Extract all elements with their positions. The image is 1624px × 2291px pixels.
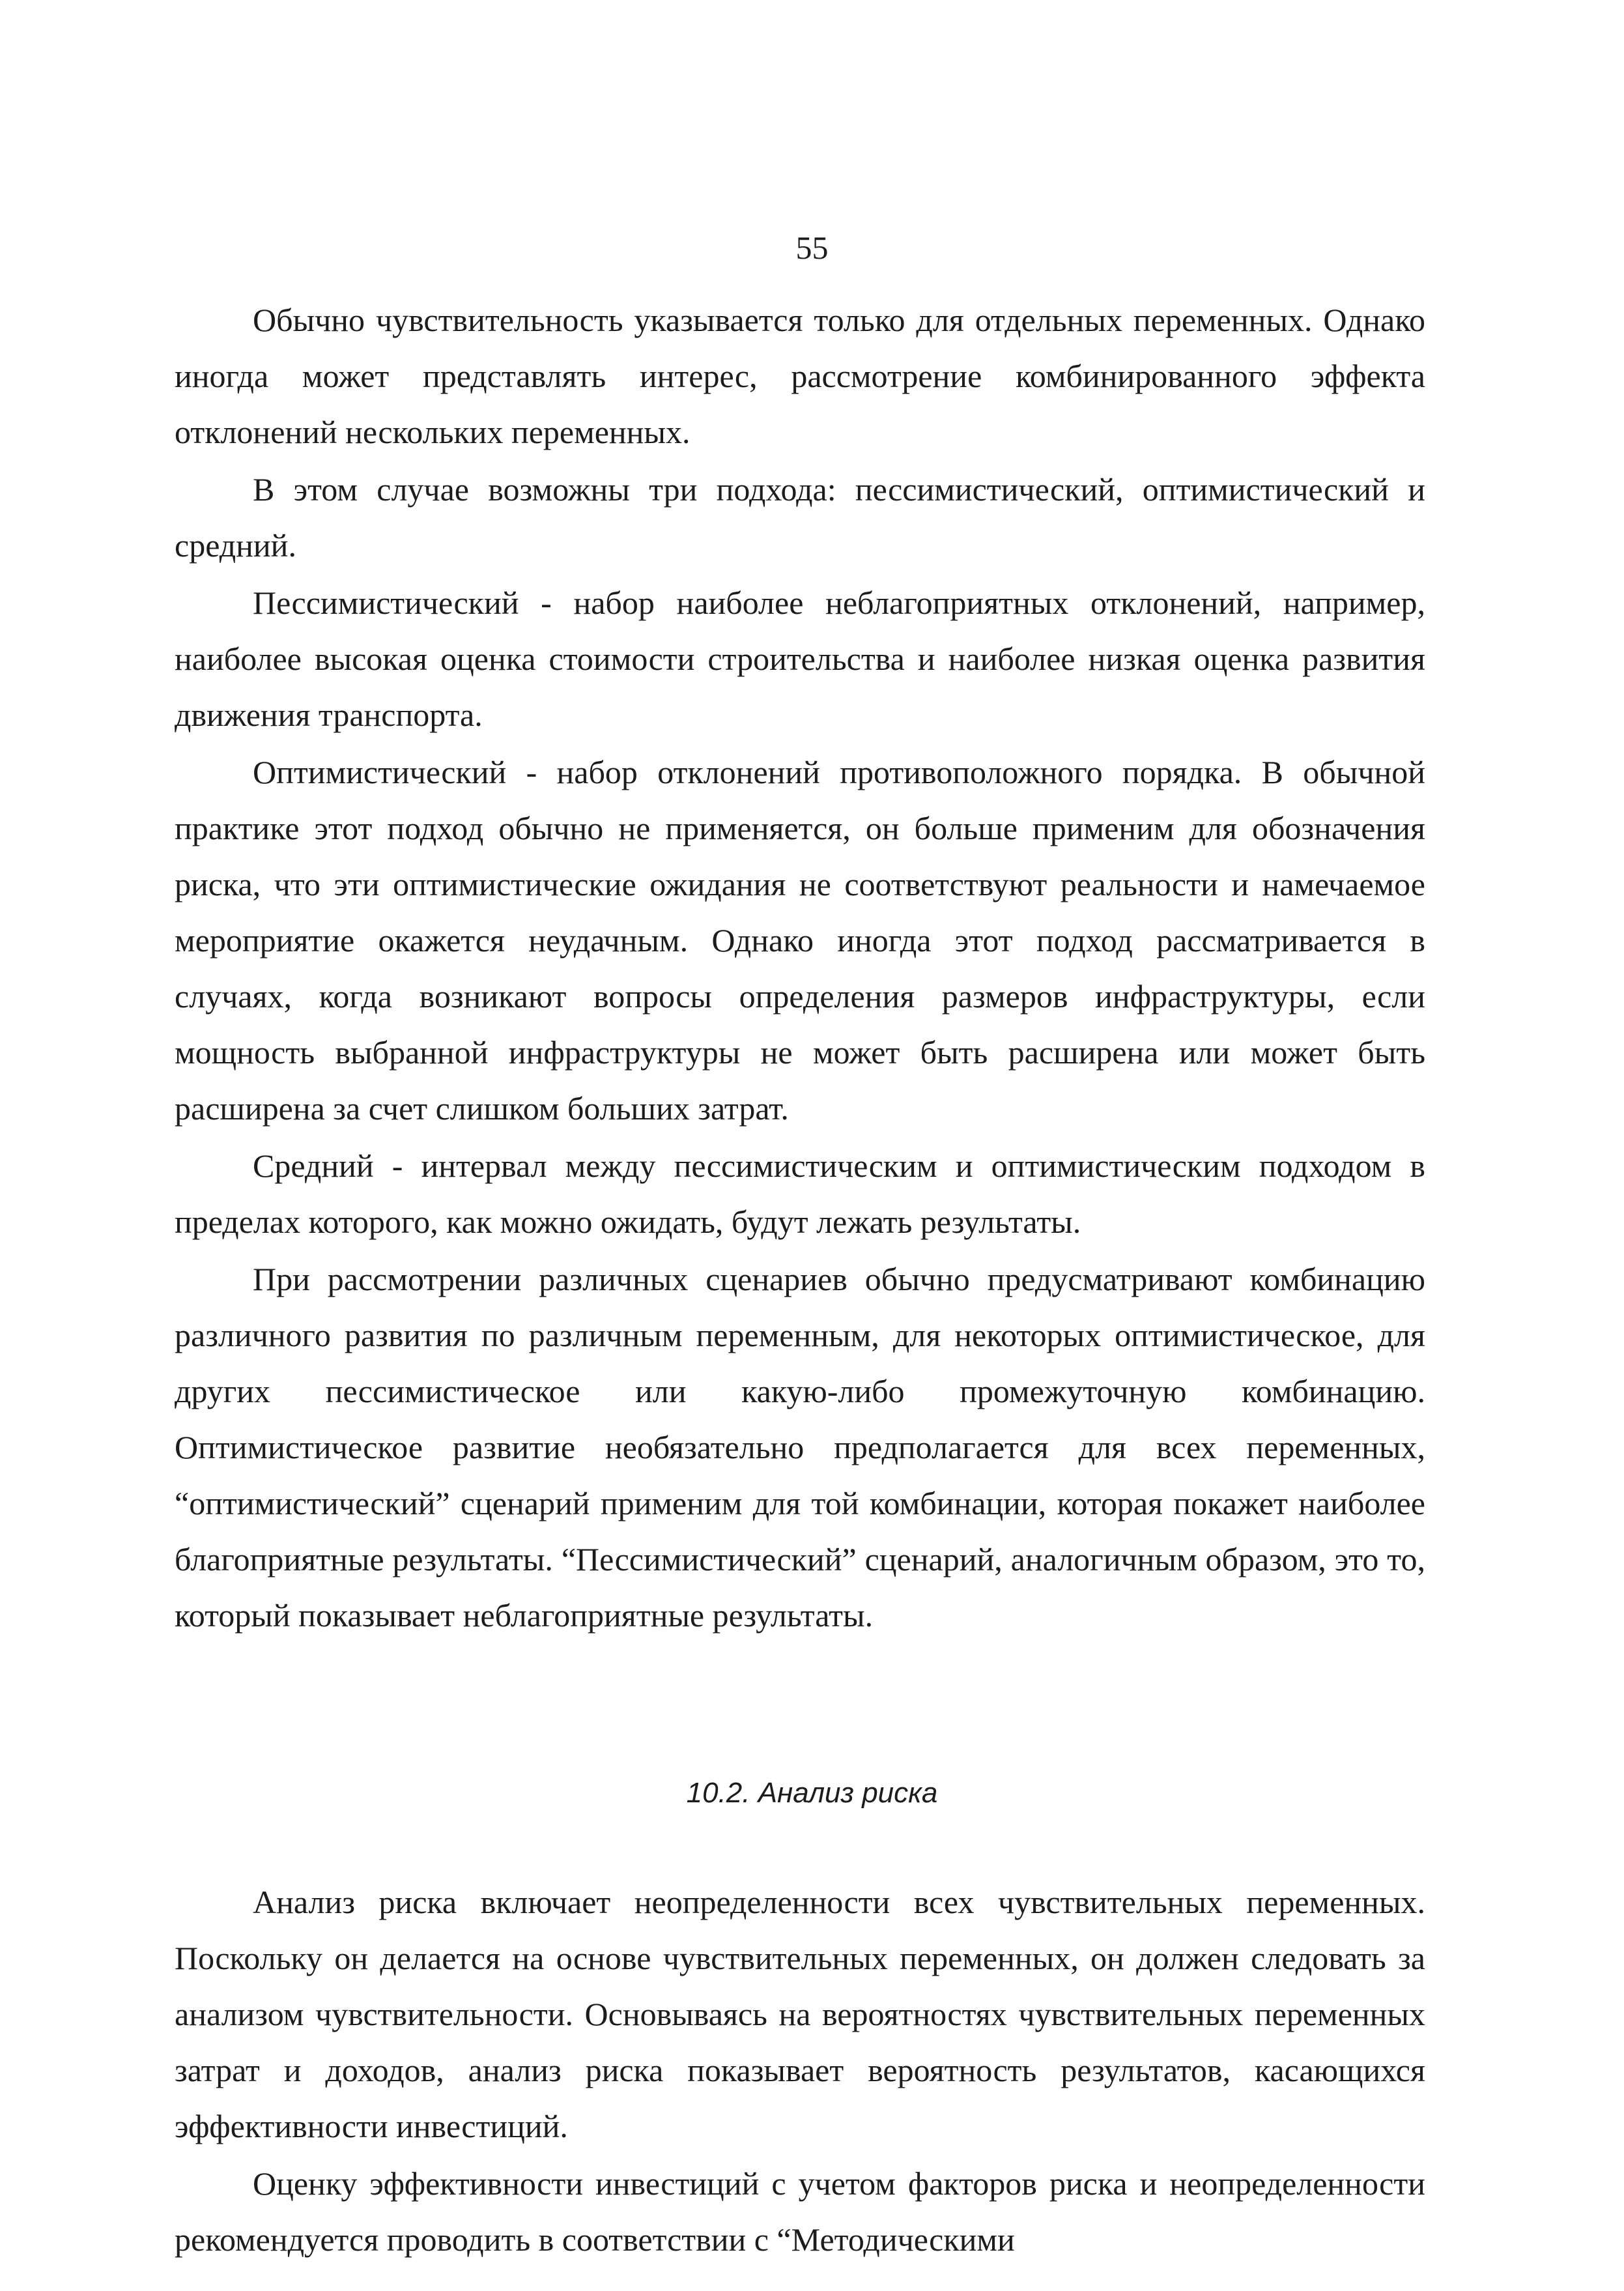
paragraph: Пессимистический - набор наиболее неблагоприятных отклонений, например, наиболее высокая оценка стоимости строительства и наиболее низкая оценка развития движения транспорта. xyxy=(175,584,1425,733)
section-body-text-block xyxy=(175,1874,1425,2268)
paragraph: Обычно чувствительность указывается только для отдельных переменных. Однако иногда может представлять интерес, рассмотрение комбинированного эффекта отклонений нескольких переменных. xyxy=(175,302,1425,450)
paragraph: Анализ риска включает неопределенности всех чувствительных переменных. Поскольку он делается на основе чувствительных переменных, он должен следовать за анализом чувствительности. Основываясь на вероятностях чувствительных переменных затрат и доходов, анализ риска показывает вероятность результатов, касающихся эффективности инвестиций. xyxy=(175,1884,1425,2144)
paragraph: Средний - интервал между пессимистическим и оптимистическим подходом в пределах которого, как можно ожидать, будут лежать результаты. xyxy=(175,1147,1425,1240)
paragraph: В этом случае возможны три подхода: пессимистический, оптимистический и средний. xyxy=(175,471,1425,564)
page-number: 55 xyxy=(795,229,829,266)
paragraph: Оптимистический - набор отклонений противоположного порядка. В обычной практике этот подход обычно не применяется, он больше применим для обозначения риска, что эти оптимистические ожидания не соответствуют реальности и намечаемое мероприятие окажется неудачным. Однако иногда этот подход рассматривается в случаях, когда возникают вопросы определения размеров инфраструктуры, если мощность выбранной инфраструктуры не может быть расширена или может быть расширена за счет слишком больших затрат. xyxy=(175,754,1425,1127)
body-text-block xyxy=(175,292,1425,1643)
paragraph: Оценку эффективности инвестиций с учетом факторов риска и неопределенности рекомендуется проводить в соответствии с “Методическими xyxy=(175,2165,1425,2258)
paragraph: При рассмотрении различных сценариев обычно предусматривают комбинацию различного развития по различным переменным, для некоторых оптимистическое, для других пессимистическое или какую-либо промежуточную комбинацию. Оптимистическое развитие необязательно предполагается для всех переменных, “оптимистический” сценарий применим для той комбинации, которая покажет наиболее благоприятные результаты. “Пессимистический” сценарий, аналогичным образом, это то, который показывает неблагоприятные результаты. xyxy=(175,1261,1425,1634)
section-heading: 10.2. Анализ риска xyxy=(686,1777,938,1809)
